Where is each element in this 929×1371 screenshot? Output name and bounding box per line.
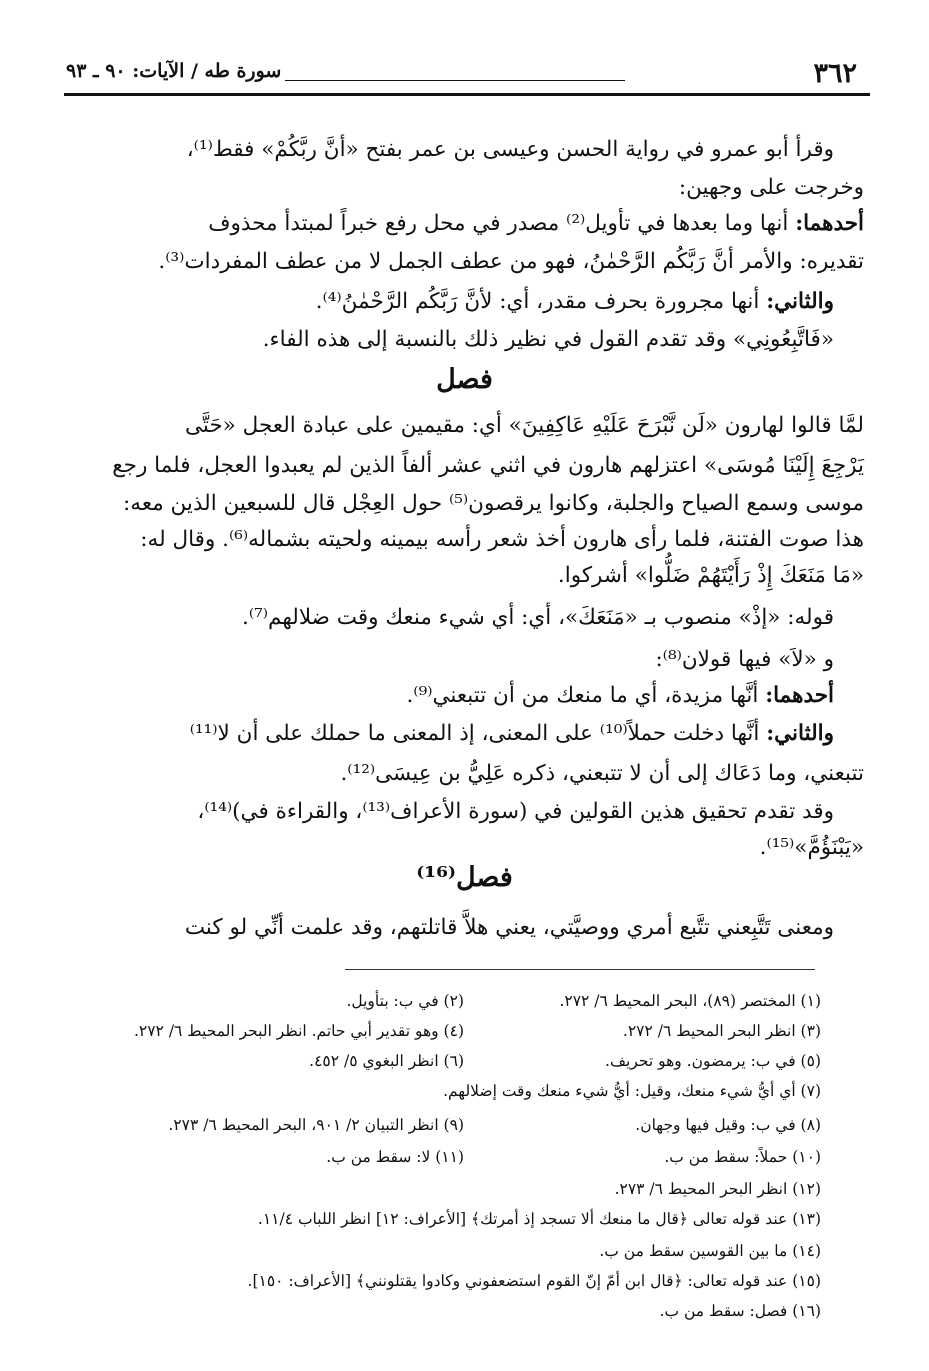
- footnote: (١٠) حملاً: سقط من ب.: [664, 1148, 821, 1166]
- footnote: (٦) انظر البغوي ٥/ ٤٥٢.: [309, 1052, 464, 1070]
- footnote: (١٦) فصل: سقط من ب.: [659, 1302, 821, 1320]
- footnote: (٥) في ب: يرمضون. وهو تحريف.: [605, 1052, 821, 1070]
- body-line: «فَاتَّبِعُونِي» وقد تقدم القول في نظير ذلك بالنسبة إلى هذه الفاء.: [262, 327, 834, 352]
- body-line: هذا صوت الفتنة، فلما رأى هارون أخذ شعر رأسه بيمينه ولحيته بشماله⁽⁶⁾. وقال له:: [140, 527, 864, 552]
- section-heading: فصل⁽¹⁶⁾: [416, 862, 513, 893]
- footnote: (٧) أي أيُّ شيء منعك، وقيل: أيُّ شيء منعك وقت إضلالهم.: [443, 1082, 821, 1100]
- body-line: والثاني: أنَّها دخلت حملاً⁽¹⁰⁾ على المعنى، إذ المعنى ما حملك على أن لا⁽¹¹⁾: [189, 721, 834, 746]
- footnote: (١٤) ما بين القوسين سقط من ب.: [599, 1242, 821, 1260]
- body-line: ومعنى تَتَّبِعني تتَّبع أمري ووصيَّتي، يعني هلاَّ قاتلتهم، وقد علمت أنِّي لو كنت: [184, 915, 834, 940]
- footnote: (٨) في ب: وقيل فيها وجهان.: [635, 1116, 821, 1134]
- body-line: «يَبْنَؤُمَّ»⁽¹⁵⁾.: [759, 835, 864, 860]
- footnote: (١٥) عند قوله تعالى: ﴿قال ابن أمّ إنّ القوم استضعفوني وكادوا يقتلونني﴾ [الأعراف: ١٥٠].: [247, 1272, 821, 1290]
- footnote-rule: [345, 969, 815, 970]
- body-line: قوله: «إذْ» منصوب بـ «مَنَعَكَ»، أي: أي شيء منعك وقت ضلالهم⁽⁷⁾.: [242, 605, 834, 630]
- body-line: والثاني: أنها مجرورة بحرف مقدر، أي: لأنَّ رَبَّكُم الرَّحْمٰنُ⁽⁴⁾.: [315, 289, 834, 314]
- body-line: وقرأ أبو عمرو في رواية الحسن وعيسى بن عمر بفتح «أنَّ ربَّكُمْ» فقط⁽¹⁾،: [186, 137, 834, 162]
- body-line: و «لاَ» فيها قولان⁽⁸⁾:: [655, 647, 834, 672]
- body-line: لمَّا قالوا لهارون «لَن نَّبْرَحَ عَلَيْهِ عَاكِفِينَ» أي: مقيمين على عبادة العجل «حَتَّى: [184, 413, 864, 438]
- body-line: أحدهما: أنها وما بعدها في تأويل⁽²⁾ مصدر في محل رفع خبراً لمبتدأ محذوف: [208, 211, 864, 236]
- footnote: (٣) انظر البحر المحيط ٦/ ٢٧٢.: [622, 1022, 821, 1040]
- body-line: موسى وسمع الصياح والجلبة، وكانوا يرقصون⁽⁵⁾ حول العِجْل قال للسبعين الذين معه:: [123, 491, 864, 516]
- body-line: وقد تقدم تحقيق هذين القولين في (سورة الأعراف⁽¹³⁾، والقراءة في)⁽¹⁴⁾،: [197, 799, 834, 824]
- body-line: «مَا مَنَعَكَ إِذْ رَأَيْتَهُمْ ضَلُّوا» أشركوا.: [557, 563, 864, 588]
- footnote: (١٣) عند قوله تعالى ﴿قال ما منعك ألا تسجد إذ أمرتك﴾ [الأعراف: ١٢] انظر اللباب ١١/٤.: [257, 1210, 821, 1228]
- body-line: تتبعني، وما دَعَاك إلى أن لا تتبعني، ذكره عَلِيُّ بن عِيسَى⁽¹²⁾.: [340, 761, 864, 786]
- body-line: تقديره: والأمر أنَّ رَبَّكُم الرَّحْمٰنُ، فهو من عطف الجمل لا من عطف المفردات⁽³⁾.: [158, 249, 864, 274]
- body-line: يَرْجِعَ إِلَيْنَا مُوسَى» اعتزلهم هارون في اثني عشر ألفاً الذين لم يعبدوا العجل، فلما رجع: [112, 453, 864, 478]
- page-number: ٣٦٢: [813, 58, 857, 89]
- footnote: (١١) لا: سقط من ب.: [326, 1148, 464, 1166]
- footnote: (٩) انظر التبيان ٢/ ٩٠١، البحر المحيط ٦/ ٢٧٣.: [168, 1116, 464, 1134]
- running-header-title: سورة طه / الآيات: ٩٠ ـ ٩٣: [66, 60, 282, 82]
- footnote: (١) المختصر (٨٩)، البحر المحيط ٦/ ٢٧٢.: [559, 992, 821, 1010]
- body-line: أحدهما: أنَّها مزيدة، أي ما منعك من أن تتبعني⁽⁹⁾.: [406, 683, 834, 708]
- section-heading: فصل: [436, 364, 493, 395]
- header-rule: [64, 93, 870, 96]
- footnote: (٤) وهو تقدير أبي حاتم. انظر البحر المحيط ٦/ ٢٧٢.: [133, 1022, 464, 1040]
- footnote: (٢) في ب: بتأويل.: [346, 992, 464, 1010]
- footnote: (١٢) انظر البحر المحيط ٦/ ٢٧٣.: [614, 1180, 821, 1198]
- header-rule-short: [285, 80, 625, 81]
- body-line: وخرجت على وجهين:: [678, 175, 864, 200]
